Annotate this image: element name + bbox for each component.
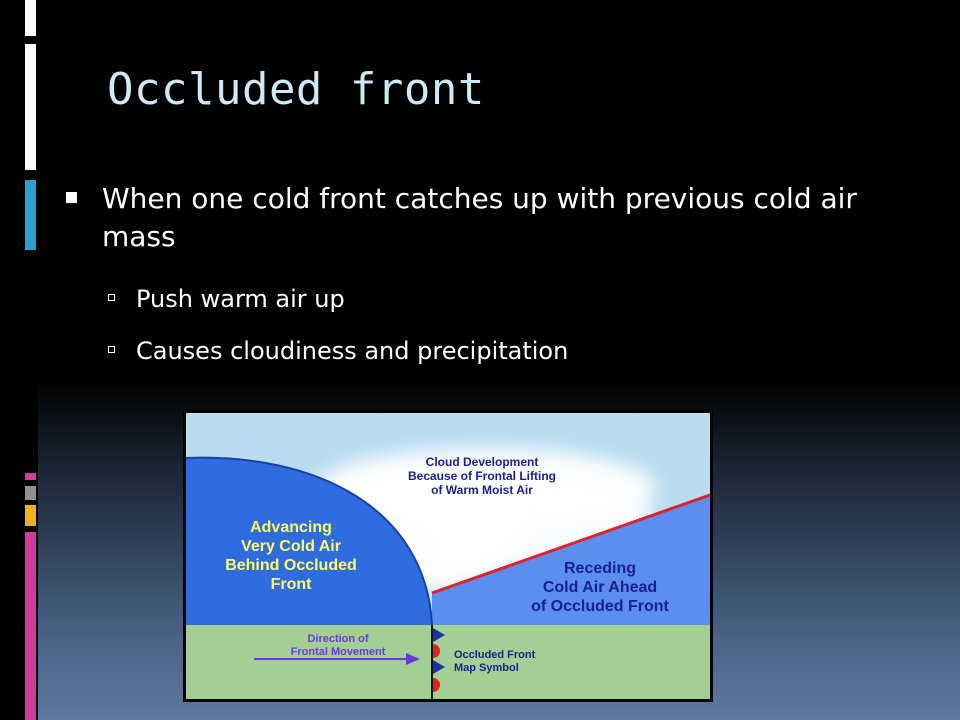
occluded-front-diagram bbox=[183, 410, 713, 702]
bullet-text: When one cold front catches up with previous cold air mass bbox=[102, 182, 857, 253]
symbol-label: Occluded Front bbox=[454, 649, 536, 661]
cloud-label: Because of Frontal Lifting bbox=[407, 469, 557, 483]
sub-bullet-item bbox=[108, 336, 568, 366]
advancing-label: Advancing bbox=[250, 519, 332, 536]
receding-label: Cold Air Ahead bbox=[542, 579, 658, 596]
decor-bar bbox=[25, 473, 36, 480]
decor-bar bbox=[25, 0, 36, 36]
advancing-label: Front bbox=[270, 576, 312, 593]
slide-title: Occluded front bbox=[107, 64, 485, 115]
bullet-item bbox=[66, 180, 866, 256]
decor-bar bbox=[25, 180, 36, 250]
advancing-label: Very Cold Air bbox=[241, 538, 341, 555]
cloud-label: of Warm Moist Air bbox=[431, 483, 533, 497]
receding-label: Receding bbox=[563, 560, 637, 577]
sub-bullet-text: Causes cloudiness and precipitation bbox=[136, 337, 569, 365]
ground-strip bbox=[186, 625, 710, 699]
hollow-square-bullet-icon bbox=[108, 294, 115, 301]
sub-bullet-text: Push warm air up bbox=[136, 285, 345, 313]
receding-label: of Occluded Front bbox=[531, 598, 669, 615]
decor-bar bbox=[25, 44, 36, 170]
direction-label: Direction of bbox=[307, 633, 369, 645]
diagram-svg bbox=[186, 413, 710, 699]
symbol-label: Map Symbol bbox=[454, 662, 519, 674]
square-bullet-icon bbox=[66, 192, 77, 203]
cloud-label: Cloud Development bbox=[425, 455, 539, 469]
decor-bar bbox=[25, 532, 36, 720]
direction-label: Frontal Movement bbox=[290, 646, 386, 658]
decor-bar bbox=[25, 486, 36, 500]
hollow-square-bullet-icon bbox=[108, 346, 115, 353]
decor-bar bbox=[25, 505, 36, 526]
advancing-label: Behind Occluded bbox=[225, 557, 357, 574]
sub-bullet-item bbox=[108, 284, 345, 314]
